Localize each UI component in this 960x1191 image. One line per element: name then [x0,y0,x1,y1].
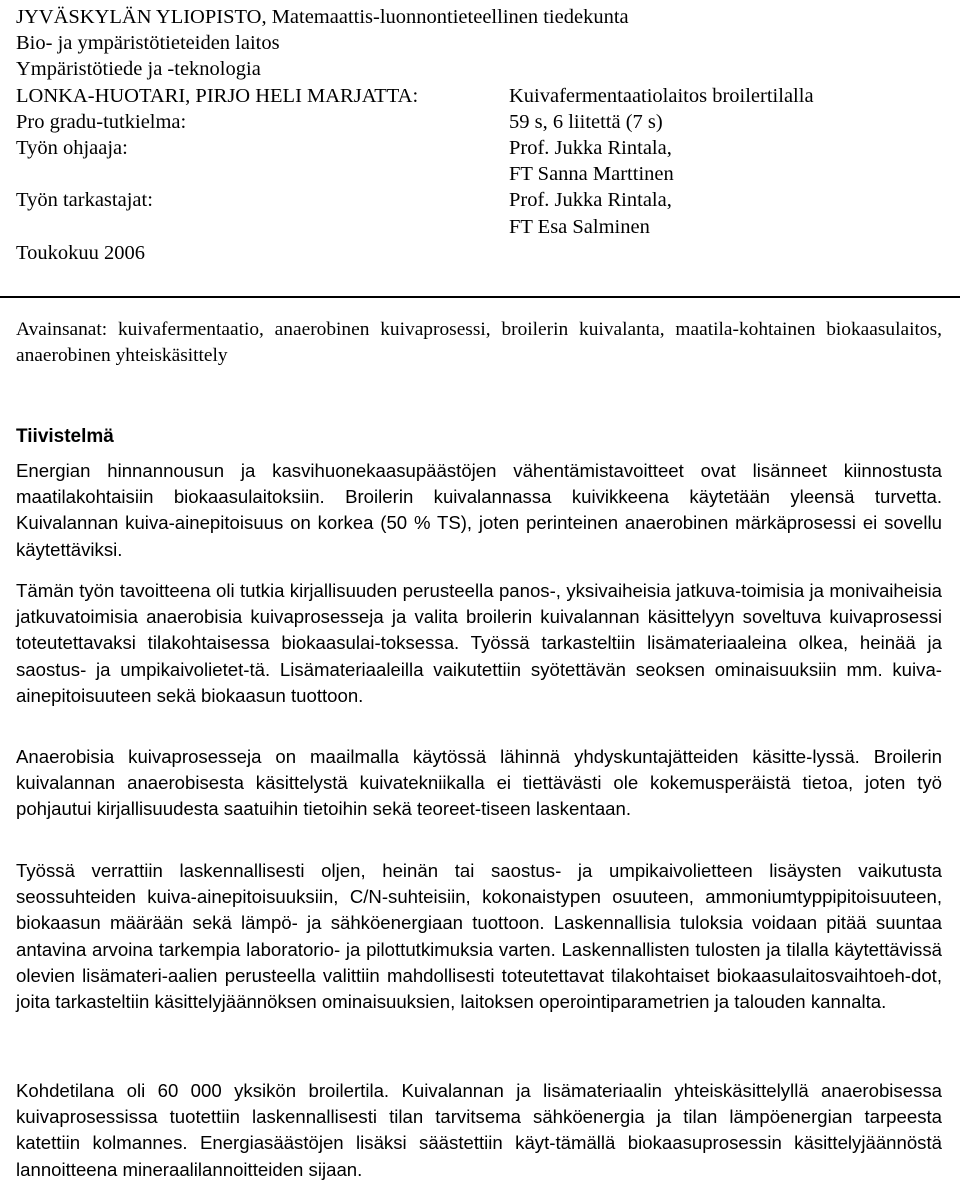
program-line [16,56,814,82]
supervisor-2: FT Sanna Marttinen [509,163,674,186]
examiner-1: Prof. Jukka Rintala, [509,189,672,212]
header-spacer [16,161,509,187]
abstract-heading: Tiivistelmä [16,426,114,447]
date-line [16,240,814,266]
header-block [16,4,814,266]
supervisor-line-2 [16,161,814,187]
horizontal-rule [0,296,960,298]
examiners-line-2 [16,214,814,240]
supervisor-label: Työn ohjaaja: [16,137,128,160]
thesis-title: Kuivafermentaatiolaitos broilertilalla [509,84,814,107]
university-line [16,4,814,30]
examiner-2: FT Esa Salminen [509,215,650,238]
department: Bio- ja ympäristötieteiden laitos [16,32,280,55]
university: JYVÄSKYLÄN YLIOPISTO, Matemaattis-luonnontieteellinen tiedekunta [16,6,629,28]
supervisor-1: Prof. Jukka Rintala, [509,137,672,160]
department-line [16,30,814,56]
examiners-line [16,187,814,213]
supervisor-line [16,135,814,161]
page-count: 59 s, 6 liitettä (7 s) [509,110,663,133]
abstract-paragraph-5: Kohdetilana oli 60 000 yksikön broilertila. Kuivalannan ja lisämateriaalin yhteiskäsittelyllä anaerobisessa kuivaprosessissa tuotettiin laskennallisesti tilan tarvitsema sähköenergia ja tilan lämpöenergian tarpeesta katettiin kolmannes. Energiasäästöjen lisäksi säästettiin käyt-tämällä biokaasuprosessin käsittelyjäännöstä lannoitteena mineraalilannoitteiden sijaan. [16,1080,942,1180]
date: Toukokuu 2006 [16,241,145,264]
program: Ympäristötiede ja -teknologia [16,58,261,81]
author-line [16,83,814,109]
abstract-paragraph-4: Työssä verrattiin laskennallisesti oljen, heinän tai saostus- ja umpikaivolietteen lisäysten vaikutusta seossuhteiden kuiva-ainepitoisuuksiin, C/N-suhteisiin, kokonaistypen osuuteen, ammoniumtyppipitoisuuteen, biokaasun määrään sekä lämpö- ja sähköenergiaan tuottoon. Laskennallisia tuloksia voidaan pitää suuntaa antavina arvoina tarkempia laboratorio- ja pilottutkimuksia varten. Laskennallisten tulosten ja tilalla käytettävissä olevien lisämateri-aalien perusteella valittiin mahdollisesti toteutettavat tilakohtaiset biokaasulaitosvaihtoeh-dot, joita tarkasteltiin käsittelyjäännöksen ominaisuuksien, laitoksen operointiparametrien ja talouden kannalta. [16,860,942,1013]
abstract-paragraph-2: Tämän työn tavoitteena oli tutkia kirjallisuuden perusteella panos-, yksivaiheisia jatkuva-toimisia ja monivaiheisia jatkuvatoimisia anaerobisia kuivaprosesseja ja valita broilerin kuivalannan käsittelyyn soveltuva kuivaprosessi toteutettavaksi tilakohtaisessa biokaasulai-toksessa. Työssä tarkasteltiin lisämateriaaleina olkea, heinää ja saostus- ja umpikaivolietet-tä. Lisämateriaaleilla vaikutettiin syötettävän seoksen ominaisuuksiin mm. kuiva-ainepitoisuuteen sekä biokaasun tuottoon. [16,580,942,706]
header-spacer [16,214,509,240]
thesis-type-label: Pro gradu-tutkielma: [16,110,187,133]
abstract-paragraph-3: Anaerobisia kuivaprosesseja on maailmalla käytössä lähinnä yhdyskuntajätteiden käsitte-lyssä. Broilerin kuivalannan anaerobisesta käsittelystä kuivatekniikalla ei tiettävästi ole kokemusperäistä tietoa, joten työ pohjautui kirjallisuudesta saatuihin tietoihin sekä teoreet-tiseen laskentaan. [16,746,942,820]
thesis-type-line [16,109,814,135]
examiners-label: Työn tarkastajat: [16,189,153,212]
author-label: LONKA-HUOTARI, PIRJO HELI MARJATTA: [16,84,419,107]
keywords: Avainsanat: kuivafermentaatio, anaerobinen kuivaprosessi, broilerin kuivalanta, maatila-kohtainen biokaasulaitos, anaerobinen yhteiskäsittely [16,319,942,367]
abstract-paragraph-1: Energian hinnannousun ja kasvihuonekaasupäästöjen vähentämistavoitteet ovat lisänneet kiinnostusta maatilakohtaisiin biokaasulaitoksiin. Broilerin kuivalannassa kuivikkeena käytetään yleensä turvetta. Kuivalannan kuiva-ainepitoisuus on korkea (50 % TS), joten perinteinen anaerobinen märkäprosessi ei sovellu käytettäviksi. [16,460,942,560]
